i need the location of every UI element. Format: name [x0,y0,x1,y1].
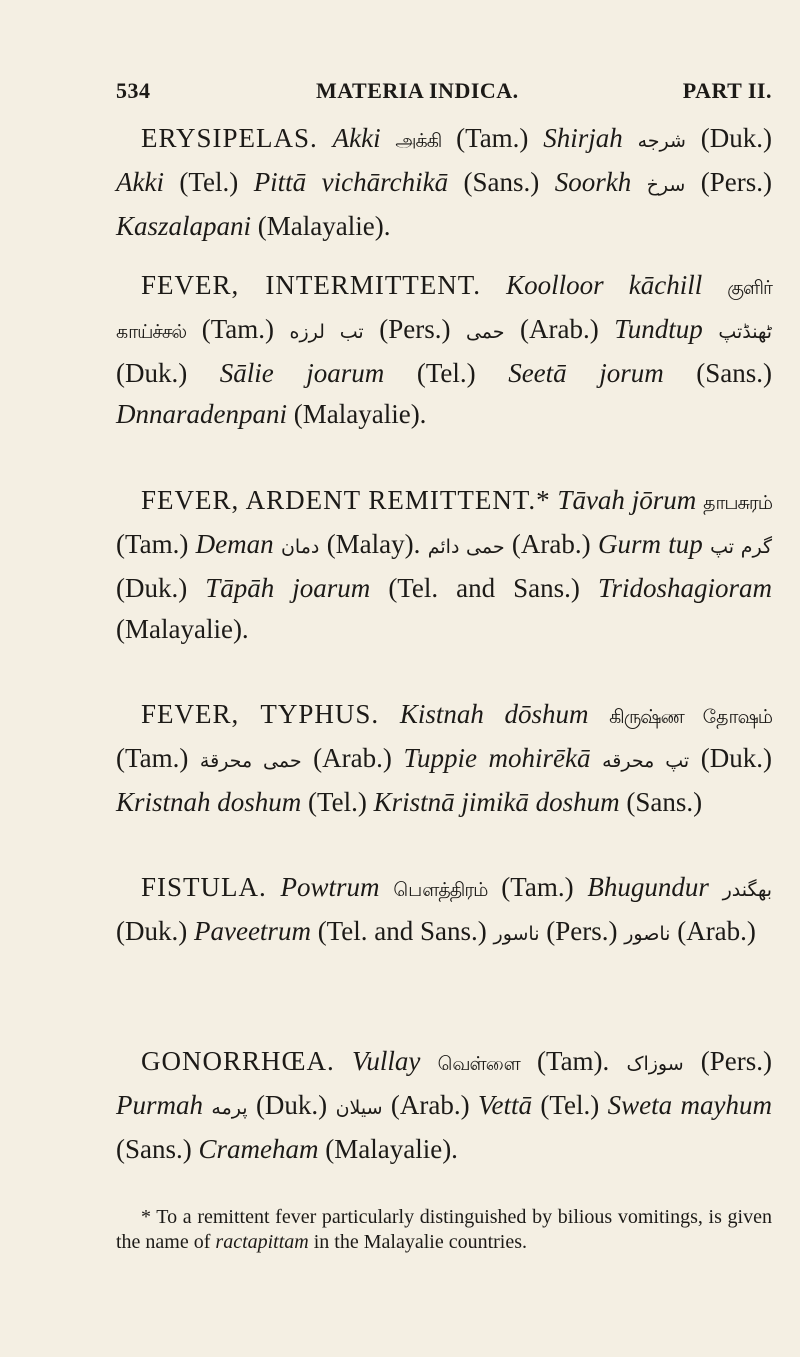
native-script-name: வெள்ளை [437,1053,520,1075]
vernacular-name: Deman [195,529,274,559]
native-script-name: ناصور [624,923,671,945]
entry-term: FISTULA. [141,872,267,902]
text-run: (Tam.) [487,872,588,902]
native-script-name: ناسور [493,923,540,945]
text-run [631,167,646,197]
vernacular-name: Shirjah [543,123,623,153]
text-run [481,270,506,300]
vernacular-name: Powtrum [280,872,380,902]
vernacular-name: Bhugundur [587,872,709,902]
text-run [379,699,400,729]
text-run: (Pers.) [539,916,625,946]
entry-erysipelas [116,118,772,247]
vernacular-name: Akki [116,167,164,197]
text-run: * To a remittent fever particularly distinguished by bilious vomitings, is given the name of [116,1206,772,1253]
vernacular-name: Vettā [478,1090,533,1120]
text-run: (Tam). [519,1046,627,1076]
native-script-name: حمى دائم [427,536,505,558]
text-run [591,743,603,773]
text-run: (Tam.) [186,314,290,344]
entry-gonorrhoea [116,1041,772,1170]
native-script-name: بھگندر [722,879,773,901]
text-run: (Duk.) [685,123,772,153]
vernacular-name: Tridoshagioram [597,573,772,603]
text-run: (Malayalie). [287,399,427,429]
text-run: (Tel.) [301,787,374,817]
text-run [702,270,727,300]
native-script-name: سيلان [335,1097,383,1119]
text-run [267,872,281,902]
text-run: (Arab.) [382,1090,479,1120]
native-script-name: سرخ [646,174,686,196]
vernacular-name: Tundtup [614,314,703,344]
text-run: (Tel. and Sans.) [370,573,598,603]
native-script-name: حمى محرقة [199,750,302,772]
native-script-name: பௌத்திரம் [393,879,488,901]
vernacular-name: ractapittam [215,1231,309,1253]
vernacular-name: Koolloor kāchill [506,270,703,300]
text-run: (Duk.) [689,743,772,773]
text-run [420,1046,437,1076]
text-run [274,529,281,559]
vernacular-name: Seetā jorum [508,358,664,388]
vernacular-name: Kaszalapani [116,211,252,241]
native-script-name: تپ محرقه [602,750,690,772]
entry-fever-typhus [116,694,772,823]
native-script-name: குளிர் காய்ச்சல் [116,277,772,343]
text-run: (Malayalie). [251,211,391,241]
footnote [116,1205,772,1255]
text-run: (Malay). [319,529,428,559]
text-run: (Sans.) [619,787,703,817]
text-run: (Arab.) [504,529,598,559]
text-run: (Tel.) [163,167,254,197]
text-run [381,123,396,153]
vernacular-name: Dnnaradenpani [116,399,287,429]
text-run: in the Malayalie countries. [308,1231,528,1253]
text-run: (Malayalie). [116,614,249,644]
text-run: (Malayalie). [318,1134,458,1164]
text-run: (Tel.) [384,358,509,388]
text-run: (Pers.) [683,1046,773,1076]
part-label: PART II. [682,78,772,103]
vernacular-name: Akki [332,123,381,153]
entry-fever-ardent-remittent [116,480,772,650]
running-title: MATERIA INDICA. [316,78,519,103]
entry-term: FEVER, INTERMITTENT. [141,270,482,300]
text-run: (Duk.) [116,573,206,603]
text-run: (Duk.) [116,358,220,388]
vernacular-name: Crameham [198,1134,319,1164]
entry-term: FEVER, ARDENT REMITTENT.* [141,485,551,515]
text-run: (Pers.) [685,167,773,197]
native-script-name: حمى [465,321,505,343]
text-run: (Tel.) [532,1090,608,1120]
vernacular-name: Purmah [116,1090,203,1120]
vernacular-name: Sālie joarum [219,358,385,388]
vernacular-name: Tāvah jōrum [557,485,697,515]
text-run: (Sans.) [448,167,555,197]
native-script-name: گرم تپ [710,536,772,558]
native-script-name: تب لرزه [289,321,364,343]
text-run [335,1046,352,1076]
entry-fever-intermittent [116,265,772,435]
native-script-name: دمان [280,536,320,558]
text-run [703,314,719,344]
text-run: (Tam.) [441,123,544,153]
text-run: (Arab.) [670,916,756,946]
vernacular-name: Paveetrum [193,916,311,946]
native-script-name: شرجه [637,130,686,152]
native-script-name: پرمه [211,1097,248,1119]
text-run: (Tam.) [116,743,200,773]
entry-term: ERYSIPELAS. [141,123,318,153]
vernacular-name: Sweta mayhum [607,1090,773,1120]
running-header [116,78,772,118]
native-script-name: ٹھنڈتپ [718,321,773,343]
page-number: 534 [116,78,151,103]
vernacular-name: Pittā vichārchikā [253,167,449,197]
text-run: (Arab.) [301,743,404,773]
vernacular-name: Soorkh [554,167,632,197]
entry-fistula [116,867,772,955]
vernacular-name: Kistnah dōshum [399,699,589,729]
footnote-text [116,1206,772,1253]
text-run: (Pers.) [363,314,466,344]
text-run: (Tel. and Sans.) [310,916,494,946]
vernacular-name: Kristnah doshum [116,787,302,817]
entry-term: FEVER, TYPHUS. [141,699,380,729]
text-run: (Tam.) [116,529,196,559]
entry-term: GONORRHŒA. [141,1046,335,1076]
text-run: (Arab.) [504,314,615,344]
text-run: (Sans.) [663,358,772,388]
vernacular-name: Tuppie mohirēkā [403,743,591,773]
text-run [709,872,723,902]
text-run [588,699,609,729]
native-script-name: தாபசுரம் [703,492,773,514]
vernacular-name: Tāpāh joarum [205,573,371,603]
native-script-name: அக்கி [395,130,442,152]
vernacular-name: Kristnā jimikā doshum [373,787,620,817]
native-script-name: سوزاک [626,1053,684,1075]
text-run [380,872,394,902]
text-run: (Duk.) [116,916,194,946]
vernacular-name: Gurm tup [597,529,703,559]
text-run [623,123,638,153]
text-run: (Sans.) [116,1134,199,1164]
vernacular-name: Vullay [351,1046,421,1076]
text-run [318,123,333,153]
native-script-name: கிருஷ்ண தோஷம் [609,706,773,728]
text-run: (Duk.) [247,1090,336,1120]
